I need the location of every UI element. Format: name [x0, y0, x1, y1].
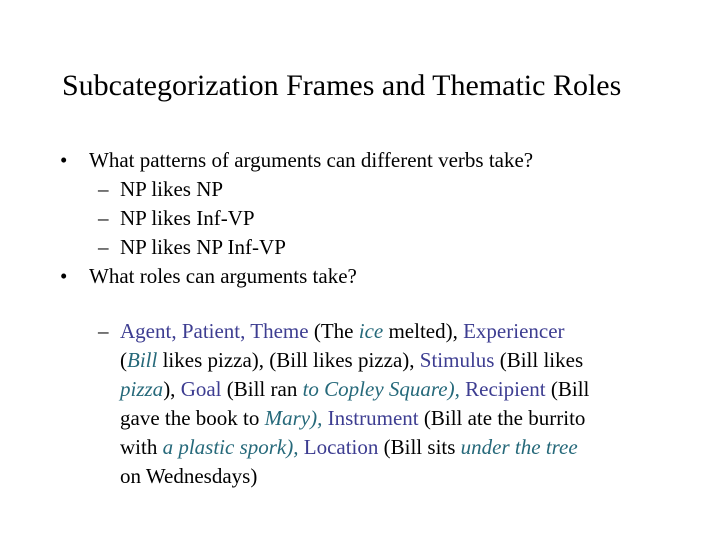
plain-text: melted), — [383, 319, 464, 343]
role-name: Recipient — [465, 377, 546, 401]
roles-line — [120, 317, 678, 346]
dash-marker: – — [98, 206, 109, 230]
plain-text: (Bill ate the burrito — [418, 406, 586, 430]
plain-text: (Bill — [545, 377, 590, 401]
sub-item-text: NP likes NP Inf-VP — [120, 235, 286, 259]
dash-marker: – — [98, 177, 109, 201]
plain-text: gave the book to — [120, 406, 265, 430]
example-phrase: Bill — [127, 348, 158, 372]
thematic-roles-item — [98, 317, 678, 491]
example-phrase: to Copley Square), — [302, 377, 460, 401]
plain-text: (Bill likes — [494, 348, 584, 372]
example-phrase: a plastic spork), — [162, 435, 299, 459]
plain-text: on Wednesdays) — [120, 464, 258, 488]
plain-text: likes pizza), (Bill likes pizza), — [157, 348, 420, 372]
roles-line — [120, 462, 678, 491]
example-phrase: ice — [358, 319, 384, 343]
sub-item — [98, 233, 286, 262]
bullet-roles — [60, 262, 357, 291]
roles-line — [120, 433, 678, 462]
plain-text: (Bill sits — [378, 435, 461, 459]
roles-line — [120, 404, 678, 433]
roles-line — [120, 375, 678, 404]
dash-marker: – — [98, 235, 109, 259]
example-phrase: Mary), — [264, 406, 323, 430]
plain-text: (The — [308, 319, 359, 343]
bullet-verb-patterns — [60, 146, 533, 175]
bullet-marker: • — [60, 148, 68, 172]
sub-item-text: NP likes Inf-VP — [120, 206, 255, 230]
slide-title: Subcategorization Frames and Thematic Roles — [62, 69, 622, 102]
example-phrase: pizza — [120, 377, 164, 401]
example-phrase: under the tree — [460, 435, 578, 459]
plain-text: ( — [120, 348, 127, 372]
sub-item — [98, 175, 223, 204]
role-name: Agent, Patient, Theme — [120, 319, 309, 343]
bullet-text: What patterns of arguments can different verbs take? — [89, 148, 534, 172]
role-name: Stimulus — [419, 348, 495, 372]
dash-marker: – — [98, 319, 109, 343]
sub-item — [98, 204, 255, 233]
plain-text: with — [120, 435, 163, 459]
role-name: Goal — [180, 377, 222, 401]
role-name: Instrument — [327, 406, 419, 430]
plain-text: (Bill ran — [221, 377, 303, 401]
role-name: Location — [303, 435, 379, 459]
role-name: Experiencer — [463, 319, 565, 343]
roles-line — [120, 346, 678, 375]
bullet-marker: • — [60, 264, 68, 288]
plain-text: ), — [163, 377, 181, 401]
sub-item-text: NP likes NP — [120, 177, 224, 201]
thematic-roles-text — [120, 317, 678, 491]
bullet-text: What roles can arguments take? — [89, 264, 357, 288]
